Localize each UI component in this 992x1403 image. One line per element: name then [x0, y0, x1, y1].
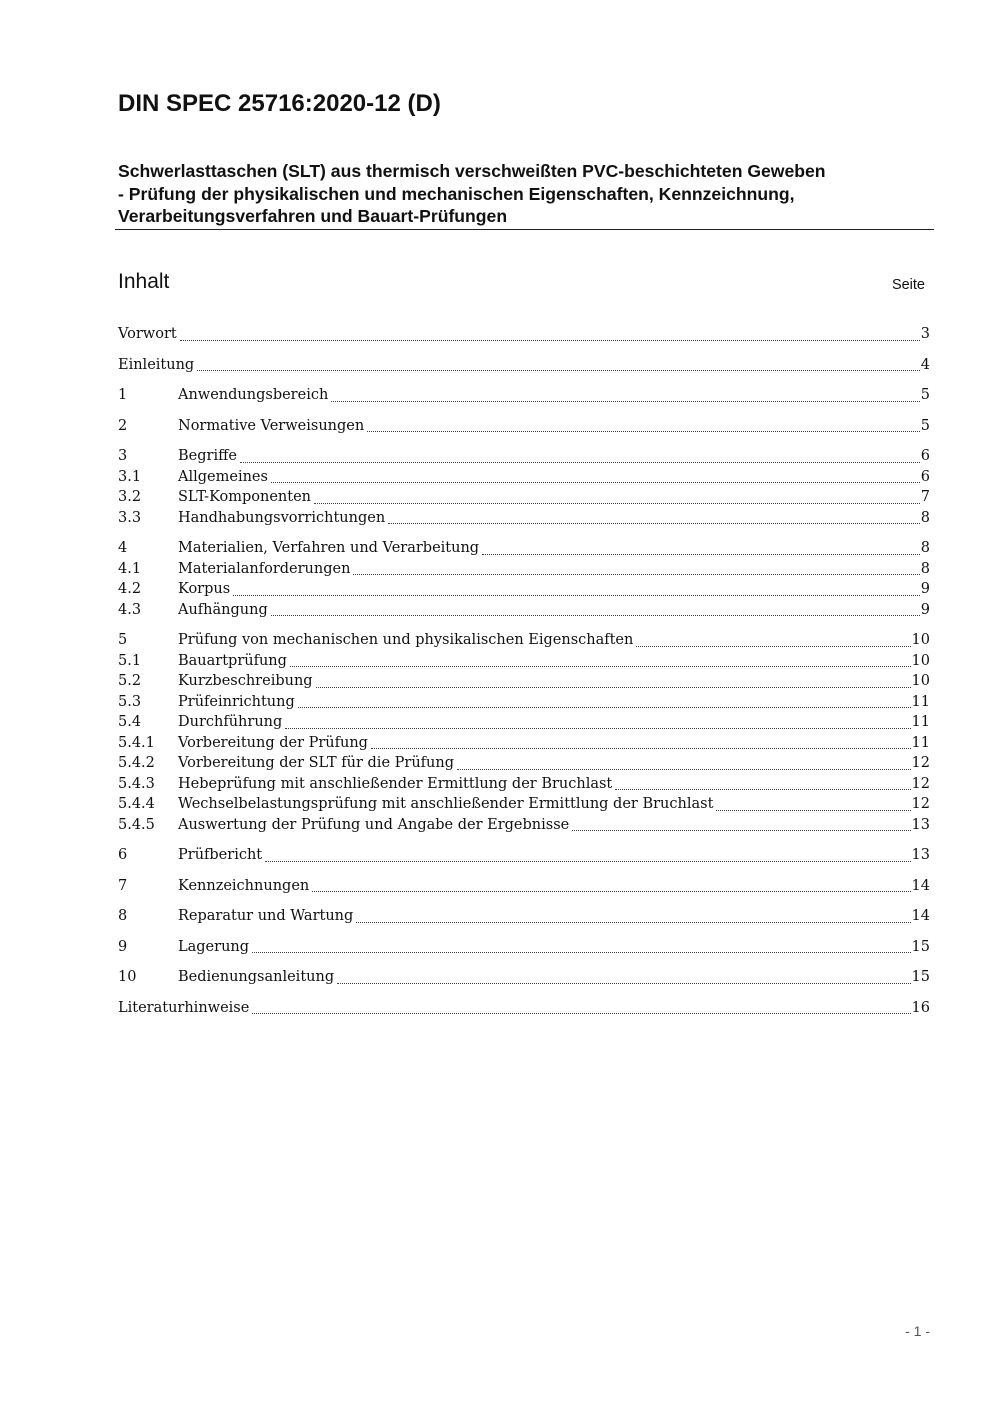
toc-dot-leader: [271, 482, 920, 483]
toc-entry-title: Prüfung von mechanischen und physikalischen Eigenschaften: [178, 632, 634, 648]
toc-entry-page: 12: [911, 755, 930, 771]
toc-dot-leader: [457, 769, 911, 770]
toc-entry-title: Aufhängung: [178, 601, 268, 618]
toc-entry[interactable]: [118, 651, 930, 672]
document-title: DIN SPEC 25716:2020-12 (D): [118, 90, 441, 117]
table-of-contents: [118, 324, 930, 1018]
toc-entry-page: 8: [920, 560, 930, 577]
toc-entry-title: Normative Verweisungen: [178, 417, 365, 434]
toc-entry-title: Lagerung: [178, 938, 250, 955]
toc-entry[interactable]: [118, 733, 930, 754]
toc-entry-page: 15: [911, 938, 930, 955]
toc-entry[interactable]: [118, 774, 930, 795]
toc-dot-leader: [572, 830, 910, 831]
subtitle-line: Verarbeitungsverfahren und Bauart-Prüfungen: [118, 206, 508, 226]
toc-entry-number: 8: [118, 908, 128, 924]
toc-entry-page: 9: [920, 581, 930, 597]
toc-entry-number: 3.1: [118, 468, 142, 485]
toc-entry-number: 9: [118, 938, 128, 955]
toc-entry-page: 12: [911, 796, 930, 812]
toc-entry-title: Reparatur und Wartung: [178, 908, 354, 924]
toc-entry-page: 13: [911, 847, 930, 863]
document-subtitle: [118, 160, 932, 228]
toc-entry-page: 14: [911, 908, 930, 924]
toc-dot-leader: [636, 646, 910, 647]
toc-entry[interactable]: [118, 579, 930, 600]
toc-entry-page: 6: [920, 468, 930, 485]
toc-entry-page: 11: [911, 734, 930, 751]
toc-entry-number: 3.2: [118, 489, 142, 505]
toc-entry-title: Bauartprüfung: [178, 652, 287, 669]
toc-entry-number: 5.4.2: [118, 755, 155, 771]
toc-dot-leader: [197, 370, 920, 371]
toc-entry[interactable]: [118, 538, 930, 559]
toc-entry-page: 11: [911, 693, 930, 710]
toc-entry-title: Korpus: [178, 581, 231, 597]
toc-entry-page: 15: [911, 969, 930, 985]
toc-dot-leader: [233, 595, 920, 596]
toc-dot-leader: [353, 574, 919, 575]
toc-dot-leader: [314, 503, 920, 504]
page-number: - 1 -: [905, 1323, 930, 1339]
toc-entry[interactable]: [118, 937, 930, 958]
toc-dot-leader: [252, 952, 911, 953]
toc-entry-title: Vorbereitung der Prüfung: [178, 734, 368, 751]
toc-entry-page: 10: [911, 632, 930, 648]
toc-dot-leader: [371, 748, 911, 749]
toc-entry-title: Materialanforderungen: [178, 560, 351, 577]
toc-dot-leader: [265, 861, 910, 862]
toc-entry-number: 2: [118, 417, 128, 434]
toc-entry-page: 13: [911, 816, 930, 833]
toc-entry-page: 11: [911, 714, 930, 730]
toc-dot-leader: [285, 728, 910, 729]
toc-entry[interactable]: [118, 815, 930, 836]
toc-entry-page: 10: [911, 673, 930, 689]
toc-entry-number: 5.4.4: [118, 796, 155, 812]
toc-entry[interactable]: [118, 967, 930, 988]
toc-entry-title: Vorwort: [118, 326, 177, 342]
toc-entry[interactable]: [118, 876, 930, 897]
toc-dot-leader: [388, 523, 920, 524]
toc-entry-title: Prüfbericht: [178, 847, 263, 863]
toc-entry-title: Anwendungsbereich: [178, 387, 329, 403]
toc-entry[interactable]: [118, 600, 930, 621]
toc-entry-page: 9: [920, 601, 930, 618]
toc-entry-number: 5.2: [118, 673, 142, 689]
toc-entry-title: Einleitung: [118, 356, 195, 373]
toc-entry-number: 5.3: [118, 693, 142, 710]
toc-entry-title: Kurzbeschreibung: [178, 673, 313, 689]
toc-dot-leader: [252, 1013, 910, 1014]
toc-entry-title: Auswertung der Prüfung und Angabe der Ergebnisse: [178, 816, 570, 833]
toc-entry-page: 14: [911, 877, 930, 894]
toc-dot-leader: [271, 615, 920, 616]
toc-entry-page: 16: [911, 999, 930, 1016]
toc-entry-title: Bedienungsanleitung: [178, 969, 335, 985]
toc-dot-leader: [312, 891, 910, 892]
toc-entry[interactable]: [118, 324, 930, 345]
toc-entry-page: 3: [920, 326, 930, 342]
toc-dot-leader: [316, 687, 911, 688]
toc-entry[interactable]: [118, 385, 930, 406]
toc-entry-page: 5: [920, 417, 930, 434]
toc-dot-leader: [180, 340, 920, 341]
toc-entry[interactable]: [118, 794, 930, 815]
toc-entry-title: Kennzeichnungen: [178, 877, 310, 894]
title-divider: [115, 229, 934, 230]
toc-entry-title: Begriffe: [178, 448, 237, 464]
toc-entry-page: 4: [920, 356, 930, 373]
toc-dot-leader: [298, 707, 911, 708]
toc-dot-leader: [331, 401, 919, 402]
toc-dot-leader: [615, 789, 910, 790]
toc-dot-leader: [240, 462, 920, 463]
toc-entry[interactable]: [118, 753, 930, 774]
toc-entry[interactable]: [118, 559, 930, 580]
toc-entry-number: 3: [118, 448, 128, 464]
toc-entry-number: 4.2: [118, 581, 142, 597]
toc-entry-page: 7: [920, 489, 930, 505]
toc-dot-leader: [482, 554, 920, 555]
toc-entry[interactable]: [118, 446, 930, 467]
toc-entry-number: 1: [118, 387, 128, 403]
toc-entry-number: 5.4.5: [118, 816, 155, 833]
subtitle-line: Schwerlasttaschen (SLT) aus thermisch verschweißten PVC-beschichteten Geweben: [118, 161, 826, 181]
page-column-label: Seite: [891, 277, 925, 293]
toc-entry-number: 7: [118, 877, 128, 894]
toc-entry[interactable]: [118, 416, 930, 437]
toc-entry[interactable]: [118, 467, 930, 488]
toc-entry-number: 6: [118, 847, 128, 863]
toc-entry-page: 8: [920, 509, 930, 526]
toc-entry[interactable]: [118, 487, 930, 508]
toc-entry-number: 5.4: [118, 714, 142, 730]
toc-dot-leader: [337, 983, 910, 984]
toc-entry-title: Wechselbelastungsprüfung mit anschließender Ermittlung der Bruchlast: [178, 796, 714, 812]
toc-entry-page: 5: [920, 387, 930, 403]
toc-entry[interactable]: [118, 630, 930, 651]
toc-entry-title: Allgemeines: [178, 468, 268, 485]
toc-entry-number: 3.3: [118, 509, 142, 526]
toc-entry-title: Literaturhinweise: [118, 999, 250, 1016]
toc-entry-number: 5: [118, 632, 128, 648]
toc-entry-number: 10: [118, 969, 137, 985]
toc-entry[interactable]: [118, 906, 930, 927]
subtitle-line: - Prüfung der physikalischen und mechanischen Eigenschaften, Kennzeichnung,: [118, 183, 795, 204]
toc-dot-leader: [716, 810, 910, 811]
toc-entry-page: 6: [920, 448, 930, 464]
toc-entry[interactable]: [118, 671, 930, 692]
toc-entry-number: 4.3: [118, 601, 142, 618]
toc-entry[interactable]: [118, 692, 930, 713]
toc-entry-page: 8: [920, 540, 930, 556]
toc-entry[interactable]: [118, 845, 930, 866]
toc-entry[interactable]: [118, 355, 930, 376]
toc-entry-title: Prüfeinrichtung: [178, 693, 295, 710]
toc-entry-number: 4.1: [118, 560, 142, 577]
toc-entry-number: 5.1: [118, 652, 142, 669]
toc-entry-title: Vorbereitung der SLT für die Prüfung: [178, 755, 454, 771]
toc-entry-number: 5.4.3: [118, 775, 155, 792]
toc-entry[interactable]: [118, 508, 930, 529]
toc-entry-number: 4: [118, 540, 128, 556]
toc-heading: Inhalt: [118, 270, 170, 293]
toc-entry-page: 10: [911, 652, 930, 669]
toc-entry[interactable]: [118, 998, 930, 1019]
toc-entry-number: 5.4.1: [118, 734, 155, 751]
toc-entry-title: Durchführung: [178, 714, 283, 730]
toc-dot-leader: [367, 431, 920, 432]
toc-entry-page: 12: [911, 775, 930, 792]
toc-entry[interactable]: [118, 712, 930, 733]
toc-dot-leader: [356, 922, 910, 923]
toc-entry-title: SLT-Komponenten: [178, 489, 312, 505]
toc-entry-title: Handhabungsvorrichtungen: [178, 509, 386, 526]
toc-entry-title: Materialien, Verfahren und Verarbeitung: [178, 540, 480, 556]
toc-dot-leader: [290, 666, 911, 667]
toc-entry-title: Hebeprüfung mit anschließender Ermittlung der Bruchlast: [178, 775, 613, 792]
